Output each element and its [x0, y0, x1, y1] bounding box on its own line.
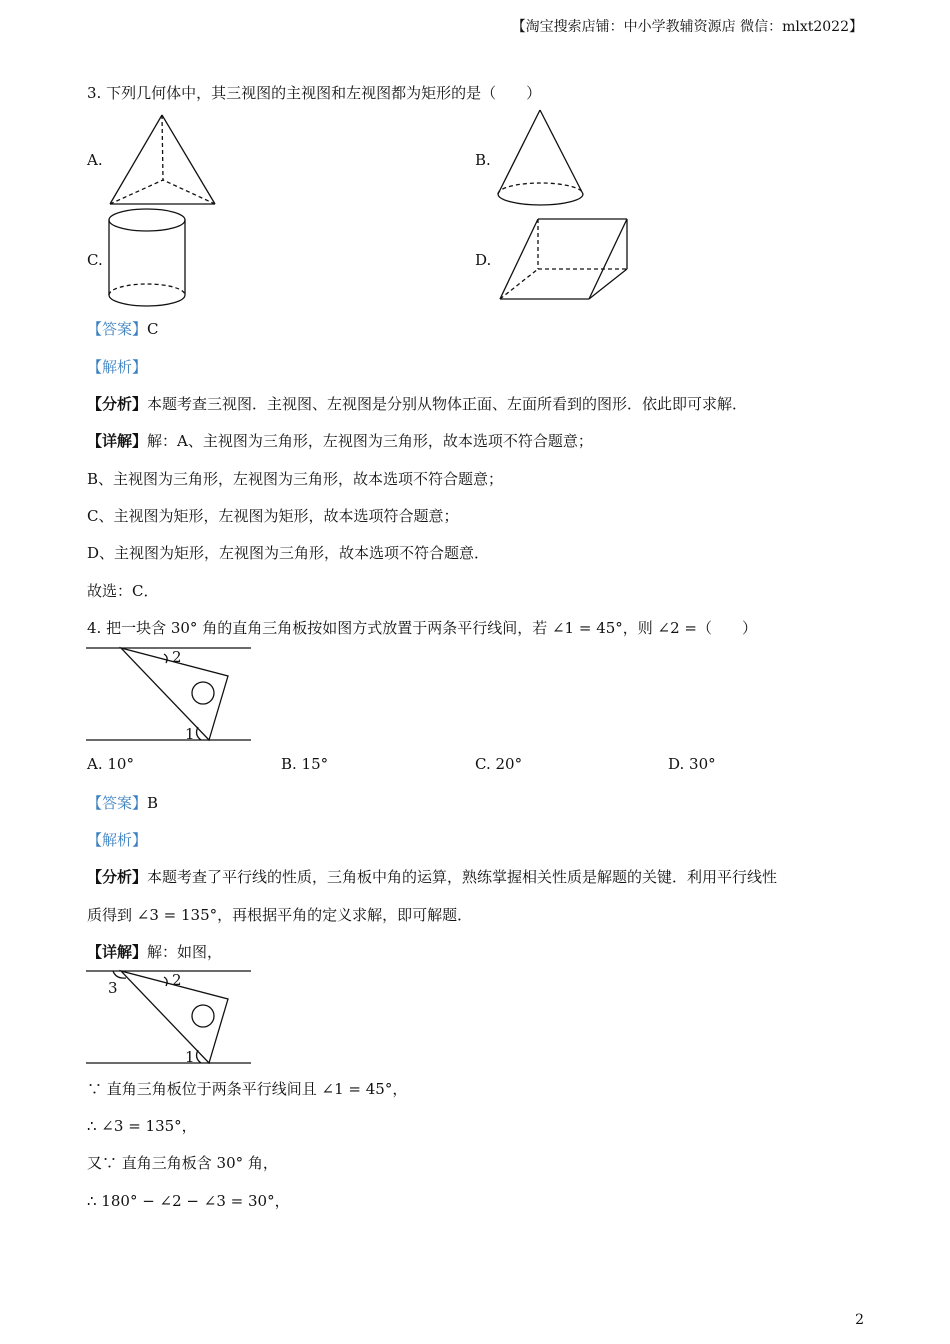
q3-detail-line	[87, 430, 593, 451]
page-number: 2	[855, 1312, 864, 1328]
q4-answer-label: 【答案】	[87, 794, 148, 812]
q4-solution-angle1-label: 1	[185, 1048, 195, 1066]
q3-option-b-label: B.	[475, 151, 491, 169]
q4-detail-label: 【详解】	[87, 943, 148, 961]
q4-step-3: 又∵ 直角三角板含 30° 角，	[87, 1154, 278, 1172]
q3-analysis-label: 【解析】	[87, 358, 148, 376]
q4-fenxi-label: 【分析】	[87, 868, 148, 886]
q4-analysis-label: 【解析】	[87, 831, 148, 849]
q3-option-d-label: D.	[475, 251, 492, 269]
q3-option-b-cone-figure	[495, 108, 595, 208]
q4-fenxi-text-1: 本题考查了平行线的性质，三角板中角的运算，熟练掌握相关性质是解题的关键．利用平行线性	[147, 868, 778, 886]
q3-conclusion: 故选：C．	[87, 582, 159, 600]
q3-fenxi-label: 【分析】	[87, 395, 148, 413]
q4-solution-angle2-label: 2	[172, 971, 182, 989]
q3-answer-line	[87, 318, 159, 339]
q4-answer-value: B	[147, 794, 159, 812]
q4-option-a: A. 10°	[87, 755, 134, 773]
q4-fenxi-line-1	[87, 866, 777, 887]
q3-line-b: B、主视图为三角形，左视图为三角形，故本选项不符合题意；	[87, 470, 504, 488]
q4-triangle-figure	[86, 644, 256, 744]
q4-fig-angle1-label: 1	[185, 725, 195, 743]
q4-option-b: B. 15°	[281, 755, 329, 773]
q3-fenxi-line	[87, 393, 747, 414]
question-3-stem: 3. 下列几何体中，其三视图的主视图和左视图都为矩形的是（ ）	[87, 84, 542, 102]
q3-fenxi-text: 本题考查三视图．主视图、左视图是分别从物体正面、左面所看到的图形．依此即可求解．	[147, 395, 748, 413]
q4-step-4: ∴ 180° − ∠2 − ∠3 = 30°，	[87, 1192, 290, 1210]
q3-option-c-label: C.	[87, 251, 103, 269]
q3-answer-label: 【答案】	[87, 320, 148, 338]
q3-option-c-cylinder-figure	[107, 207, 189, 312]
q4-solution-figure	[86, 967, 256, 1067]
q3-option-d-prism-figure	[497, 217, 632, 302]
q3-line-d: D、主视图为矩形，左视图为三角形，故本选项不符合题意．	[87, 544, 490, 562]
q4-step-2: ∴ ∠3 = 135°，	[87, 1117, 197, 1135]
q4-solution-angle3-label: 3	[108, 979, 118, 997]
page-header: 【淘宝搜索店铺：中小学教辅资源店 微信：mlxt2022】	[511, 19, 863, 35]
q4-fenxi-line-2: 质得到 ∠3 = 135°，再根据平角的定义求解，即可解题．	[87, 906, 473, 924]
q4-answer-line	[87, 792, 158, 813]
q4-detail-text: 解：如图，	[147, 943, 223, 961]
q3-line-c: C、主视图为矩形，左视图为矩形，故本选项符合题意；	[87, 507, 459, 525]
question-4-stem: 4. 把一块含 30° 角的直角三角板按如图方式放置于两条平行线间，若 ∠1 = 45°，则 ∠2 =（ ）	[87, 619, 757, 637]
q4-fig-angle2-label: 2	[172, 648, 182, 666]
q4-detail-line	[87, 941, 222, 962]
q4-option-c: C. 20°	[475, 755, 523, 773]
q3-detail-label: 【详解】	[87, 432, 148, 450]
q3-detail-text: 解：A、主视图为三角形，左视图为三角形，故本选项不符合题意；	[147, 432, 593, 450]
q3-answer-value: C	[147, 320, 159, 338]
q3-option-a-pyramid-figure	[105, 112, 225, 212]
q3-option-a-label: A.	[87, 151, 103, 169]
q4-step-1: ∵ 直角三角板位于两条平行线间且 ∠1 = 45°，	[87, 1080, 408, 1098]
q4-option-d: D. 30°	[668, 755, 716, 773]
